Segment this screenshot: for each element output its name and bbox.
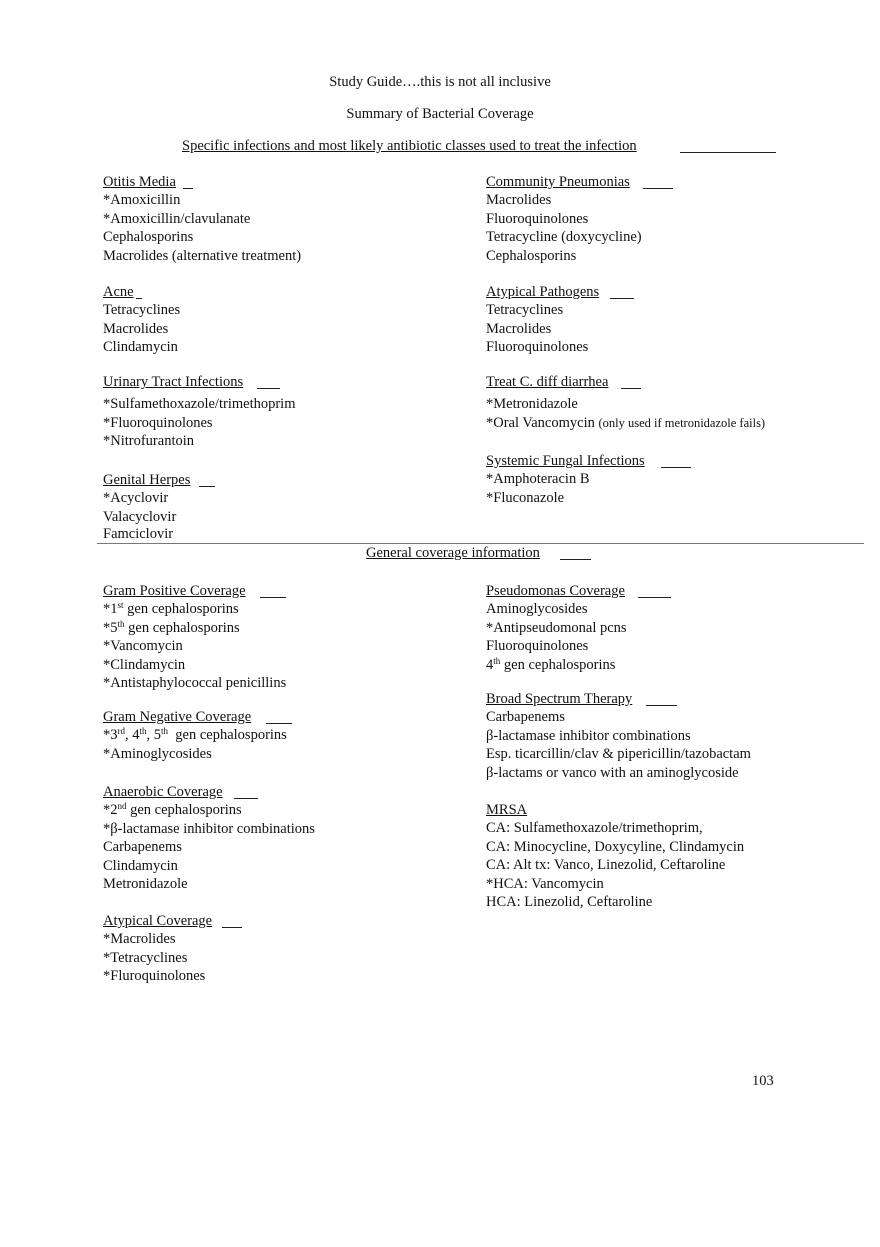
list-item: *Aminoglycosides — [103, 745, 212, 762]
title-underline — [266, 723, 292, 724]
page-number: 103 — [752, 1073, 774, 1089]
list-item — [486, 414, 765, 433]
section-heading-text: Specific infections and most likely antibiotic classes used to treat the infection — [182, 138, 637, 154]
list-item: Tetracycline (doxycycline) — [486, 229, 642, 245]
title-underline — [234, 798, 258, 799]
title-underline — [199, 486, 215, 487]
title-underline — [643, 188, 673, 189]
superscript: th — [161, 726, 169, 736]
list-item: *Acyclovir — [103, 490, 169, 506]
genital-herpes-title: Genital Herpes — [103, 472, 191, 488]
list-item — [103, 619, 286, 638]
cdiff-note: (only used if metronidazole fails) — [598, 415, 766, 430]
atypical-coverage-title: Atypical Coverage — [103, 913, 213, 929]
uti-block — [103, 373, 295, 451]
list-item: *Metronidazole — [486, 396, 578, 412]
systemic-fungal-block — [486, 452, 645, 507]
list-item: Clindamycin — [103, 857, 178, 874]
title-underline — [638, 597, 671, 598]
list-item: *Fluconazole — [486, 489, 565, 506]
list-item: *Tetracyclines — [103, 949, 188, 966]
list-item: Metronidazole — [103, 876, 188, 892]
title-underline — [260, 597, 286, 598]
list-item: β-lactamase inhibitor combinations — [486, 727, 691, 744]
pseudomonas-title: Pseudomonas Coverage — [486, 583, 625, 599]
list-item: Famciclovir — [103, 526, 174, 542]
list-item: Fluoroquinolones — [486, 638, 589, 654]
doc-subtitle: Summary of Bacterial Coverage — [346, 106, 534, 122]
genital-herpes-block — [103, 471, 190, 542]
cdiff-title: Treat C. diff diarrhea — [486, 374, 609, 390]
list-item: *Macrolides — [103, 931, 176, 947]
list-item: *Amphoteracin B — [486, 471, 590, 487]
community-pneumonias-title: Community Pneumonias — [486, 174, 630, 190]
superscript: nd — [117, 801, 127, 811]
item-part: , 5 — [146, 727, 162, 743]
item-part: gen cephalosporins — [126, 802, 242, 818]
list-item — [103, 726, 287, 745]
title-underline — [222, 927, 242, 928]
otitis-media-title: Otitis Media — [103, 174, 176, 190]
list-item: Clindamycin — [103, 339, 178, 355]
heading-underline-extension — [680, 152, 776, 153]
acne-block — [103, 283, 180, 357]
list-item — [103, 600, 286, 619]
list-item-text: *Oral Vancomycin — [486, 414, 595, 431]
systemic-fungal-title: Systemic Fungal Infections — [486, 453, 645, 469]
title-underline — [661, 467, 691, 468]
anaerobic-block — [103, 783, 315, 894]
list-item: *Nitrofurantoin — [103, 433, 195, 449]
gram-positive-title: Gram Positive Coverage — [103, 583, 246, 599]
broad-spectrum-block — [486, 690, 751, 782]
acne-title: Acne — [103, 284, 134, 300]
atypical-pathogens-title: Atypical Pathogens — [486, 284, 600, 300]
broad-spectrum-title: Broad Spectrum Therapy — [486, 691, 633, 707]
item-part: *1 — [103, 601, 118, 617]
item-part: , 4 — [125, 727, 140, 743]
list-item: *Amoxicillin/clavulanate — [103, 210, 251, 227]
gram-negative-title: Gram Negative Coverage — [103, 709, 252, 725]
list-item — [103, 801, 315, 820]
superscript: st — [117, 600, 124, 610]
title-underline — [257, 388, 280, 389]
section-heading-specific — [182, 137, 637, 155]
gram-negative-block — [103, 708, 287, 763]
pseudomonas-block — [486, 582, 627, 674]
general-coverage-heading-text: General coverage information — [366, 545, 540, 561]
general-coverage-heading — [366, 544, 540, 562]
list-item: Tetracyclines — [103, 302, 181, 318]
list-item: CA: Minocycline, Doxycyline, Clindamycin — [486, 838, 745, 855]
list-item: *Fluroquinolones — [103, 968, 206, 984]
item-part: *3 — [103, 727, 118, 743]
superscript: th — [117, 618, 125, 629]
list-item: *Sulfamethoxazole/trimethoprim — [103, 396, 296, 412]
list-item: *Clindamycin — [103, 656, 186, 673]
list-item: *Amoxicillin — [103, 192, 181, 208]
mrsa-title: MRSA — [486, 802, 528, 818]
list-item: Aminoglycosides — [486, 601, 588, 617]
list-item: Tetracyclines — [486, 302, 564, 318]
superscript: th — [139, 726, 147, 736]
title-underline — [136, 298, 142, 299]
superscript: rd — [117, 726, 125, 736]
list-item: Macrolides — [486, 320, 552, 337]
list-item: Fluoroquinolones — [486, 339, 589, 355]
list-item: Macrolides — [103, 320, 169, 337]
atypical-coverage-block — [103, 912, 212, 986]
title-underline — [183, 188, 193, 189]
superscript: th — [493, 655, 501, 666]
mrsa-block — [486, 801, 744, 912]
uti-title: Urinary Tract Infections — [103, 374, 244, 390]
list-item: *Vancomycin — [103, 638, 183, 654]
list-item — [486, 656, 627, 675]
list-item: β-lactams or vanco with an aminoglycoside — [486, 764, 739, 781]
list-item: Carbapenems — [486, 709, 565, 725]
title-underline — [560, 559, 591, 560]
list-item: *HCA: Vancomycin — [486, 875, 604, 892]
list-item: CA: Sulfamethoxazole/trimethoprim, — [486, 820, 703, 836]
otitis-media-block — [103, 173, 301, 265]
title-underline — [610, 298, 634, 299]
item-part: *5 — [103, 619, 118, 636]
doc-title: Study Guide….this is not all inclusive — [329, 74, 551, 90]
gram-positive-block — [103, 582, 286, 693]
list-item: Macrolides (alternative treatment) — [103, 247, 302, 264]
title-underline — [646, 705, 677, 706]
anaerobic-title: Anaerobic Coverage — [103, 784, 223, 800]
item-part: 4 — [486, 656, 494, 673]
community-pneumonias-block — [486, 173, 642, 265]
atypical-pathogens-block — [486, 283, 599, 357]
list-item: Carbapenems — [103, 839, 182, 855]
list-item: Macrolides — [486, 192, 552, 208]
list-item: *β-lactamase inhibitor combinations — [103, 820, 315, 837]
item-part: *2 — [103, 802, 118, 818]
cdiff-block — [486, 373, 765, 432]
list-item: Esp. ticarcillin/clav & pipericillin/tazobactam — [486, 746, 751, 762]
list-item: Cephalosporins — [103, 229, 194, 245]
list-item: HCA: Linezolid, Ceftaroline — [486, 894, 653, 910]
item-part: gen cephalosporins — [168, 727, 287, 743]
title-underline — [621, 388, 641, 389]
list-item: *Fluoroquinolones — [103, 414, 213, 431]
item-part: gen cephalosporins — [123, 601, 239, 617]
list-item: CA: Alt tx: Vanco, Linezolid, Ceftaroline — [486, 857, 726, 873]
list-item: Valacyclovir — [103, 508, 177, 525]
item-part: gen cephalosporins — [500, 656, 616, 673]
list-item: *Antistaphylococcal penicillins — [103, 675, 287, 691]
item-part: gen cephalosporins — [124, 619, 240, 636]
list-item: *Antipseudomonal pcns — [486, 619, 627, 636]
list-item: Fluoroquinolones — [486, 210, 589, 227]
list-item: Cephalosporins — [486, 247, 577, 264]
